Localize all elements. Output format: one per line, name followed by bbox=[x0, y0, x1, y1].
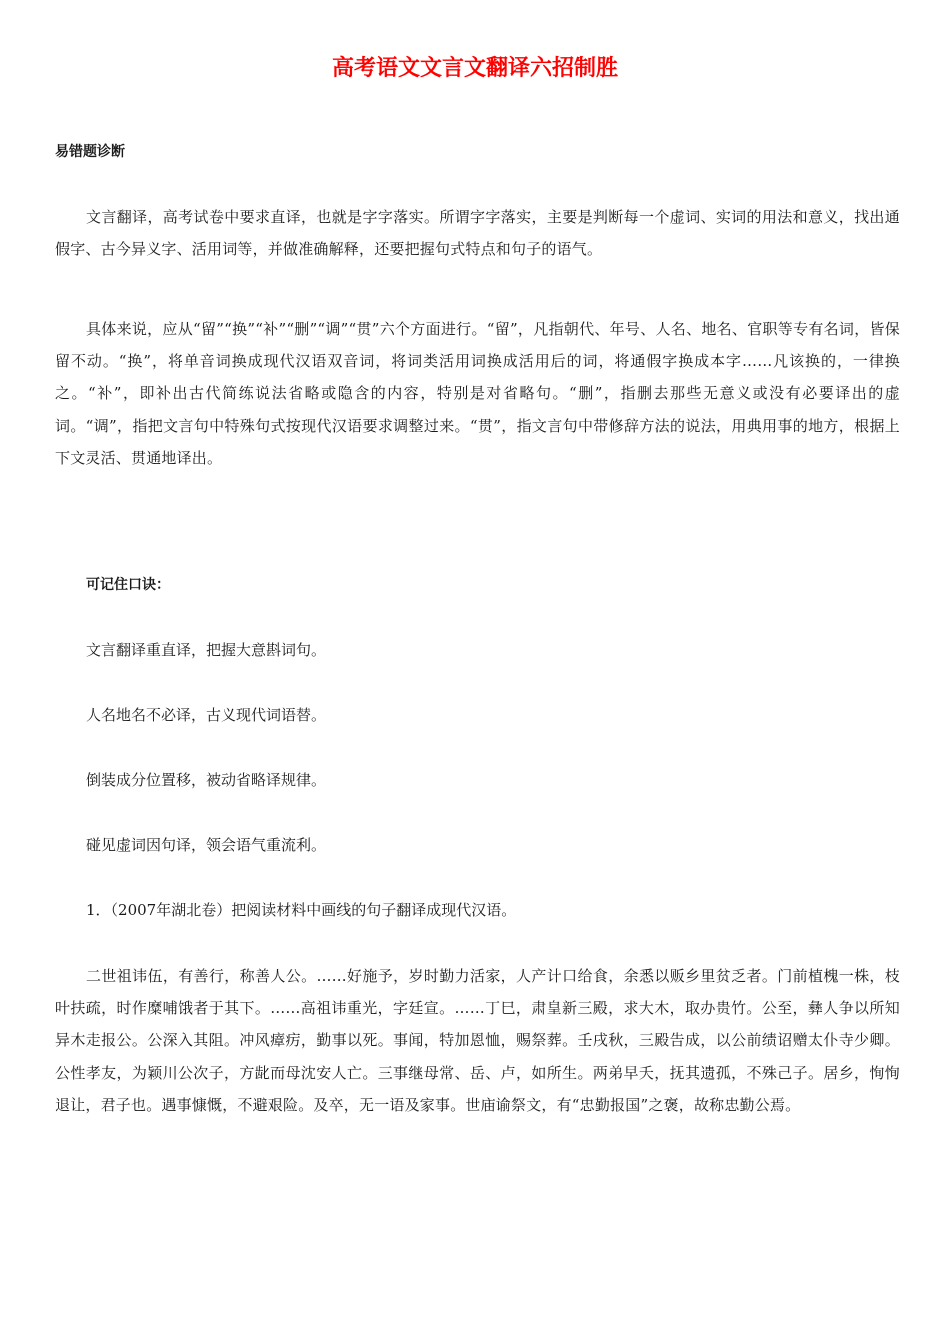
section-heading: 易错题诊断 bbox=[55, 144, 125, 160]
method-paragraph: 具体来说，应从“留”“换”“补”“删”“调”“贯”六个方面进行。“留”，凡指朝代、年号、人名、地名、官职等专有名词，皆保留不动。“换”，将单音词换成现代汉语双音词，将词类活用词换成活用后的词，将通假字换成本字……凡该换的，一律换之。“补”，即补出古代简练说法省略或隐含的内容，特别是对省略句。“删”，指删去那些无意义或没有必要译出的虚词。“调”，指把文言句中特殊句式按现代汉语要求调整过来。“贯”，指文言句中带修辞方法的说法，用典用事的地方，根据上下文灵活、贯通地译出。 bbox=[55, 320, 900, 467]
question-line: 1．（2007年湖北卷）把阅读材料中画线的句子翻译成现代汉语。 bbox=[86, 901, 517, 919]
mnemonic-heading: 可记住口诀： bbox=[86, 577, 170, 593]
mnemonic-line-4: 碰见虚词因句译，领会语气重流利。 bbox=[86, 836, 327, 854]
intro-paragraph: 文言翻译，高考试卷中要求直译，也就是字字落实。所谓字字落实，主要是判断每一个虚词、实词的用法和意义，找出通假字、古今异义字、活用词等，并做准确解释，还要把握句式特点和句子的语气。 bbox=[55, 208, 900, 259]
mnemonic-line-3: 倒装成分位置移，被动省略译规律。 bbox=[86, 771, 327, 789]
document-title: 高考语文文言文翻译六招制胜 bbox=[331, 56, 618, 81]
mnemonic-line-1: 文言翻译重直译，把握大意斟词句。 bbox=[86, 641, 327, 659]
passage-paragraph: 二世祖讳伍，有善行，称善人公。……好施予，岁时勤力活家，人产计口给食，余悉以贩乡里贫乏者。门前植槐一株，枝叶扶疏，时作糜哺饿者于其下。……高祖讳重光，字廷宣。……丁巳，肃皇新三殿，求大木，取办贵竹。公至，彝人争以所知异木走报公。公深入其阻。冲风瘴疠，勤事以死。事闻，特加恩恤，赐祭葬。壬戌秋，三殿告成，以公前绩诏赠太仆寺少卿。公性孝友，为颖川公次子，方龀而母沈安人亡。三事继母常、岳、卢，如所生。两弟早夭，抚其遗孤，不殊己子。居乡，恂恂退让，君子也。遇事慷慨，不避艰险。及卒，无一语及家事。世庙谕祭文，有“忠勤报国”之褒，故称忠勤公焉。 bbox=[55, 967, 900, 1114]
mnemonic-line-2: 人名地名不必译，古义现代词语替。 bbox=[86, 706, 327, 724]
